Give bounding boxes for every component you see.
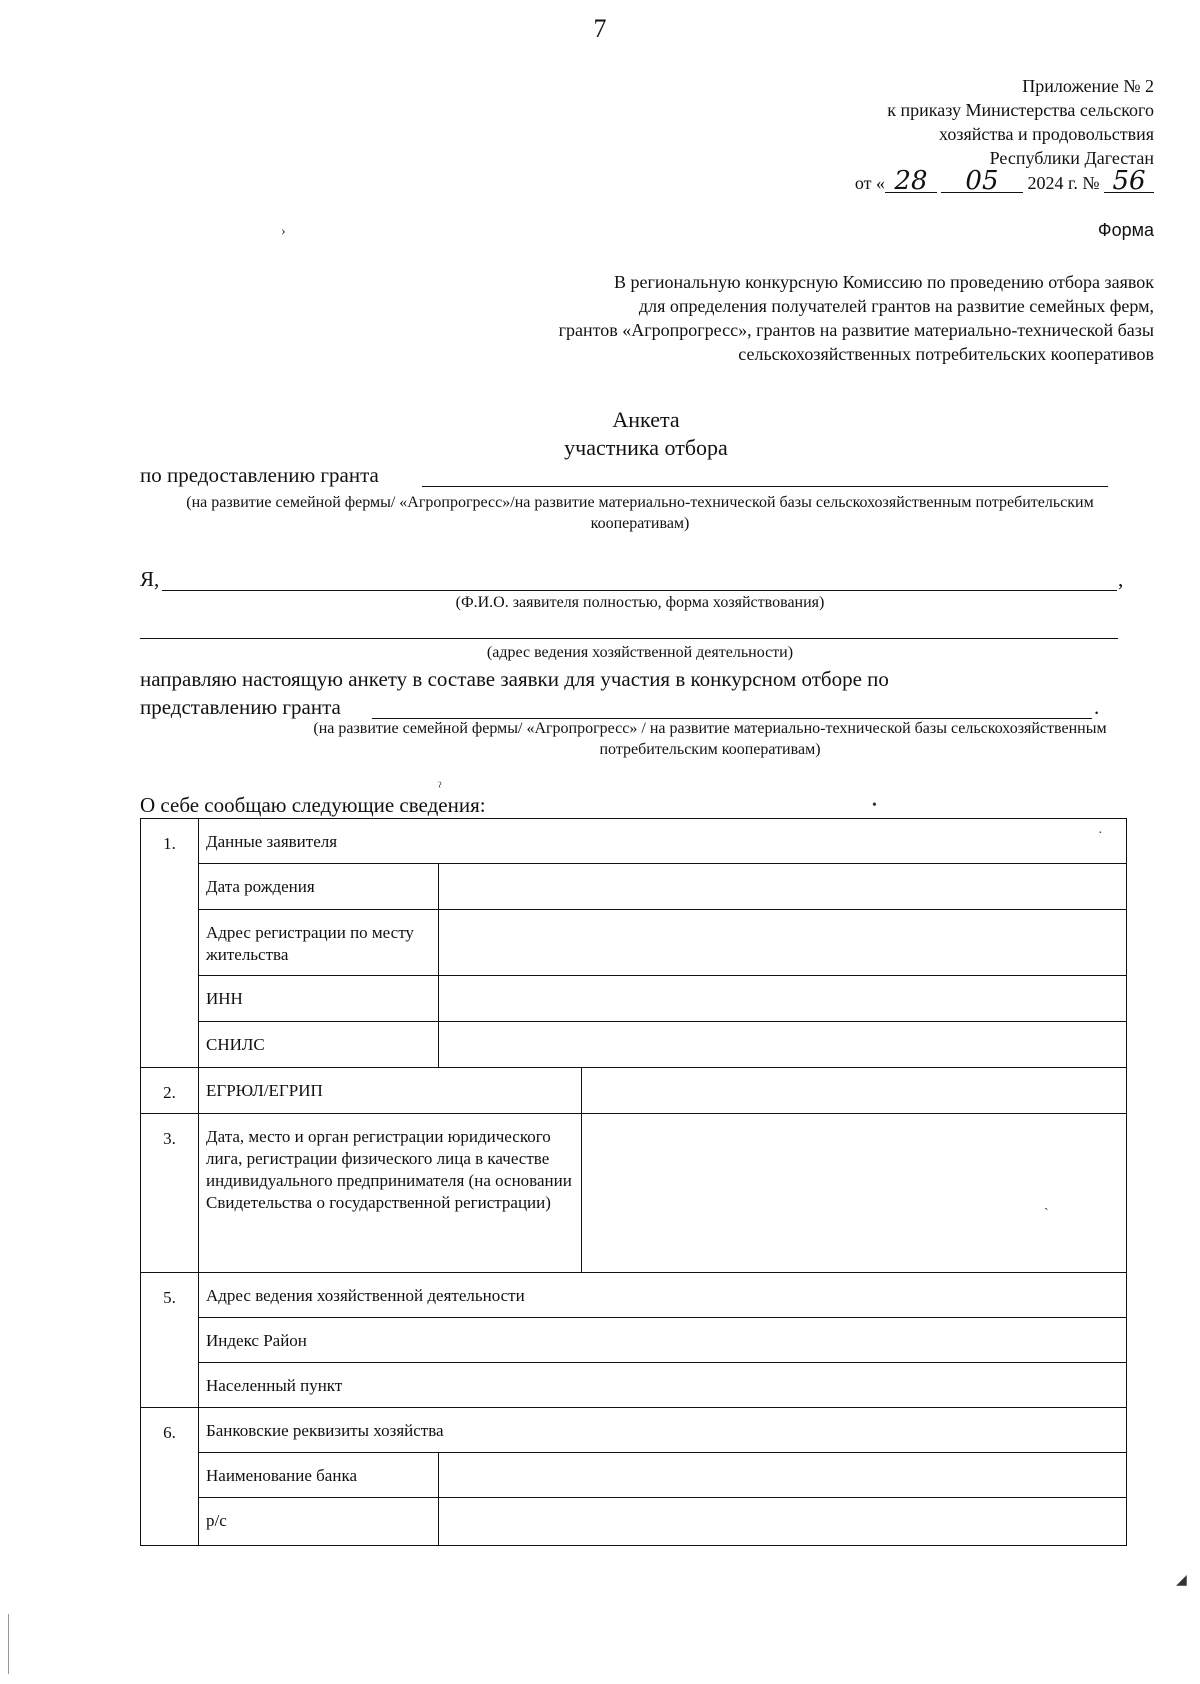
- send-line-2: [140, 694, 1120, 720]
- appendix-date-line: [594, 166, 1154, 196]
- commission-line: для определения получателей грантов на развитие семейных ферм,: [638, 296, 1154, 316]
- table-row: [141, 1453, 1127, 1498]
- appendix-line: Приложение № 2: [1022, 76, 1154, 96]
- grant-line: [140, 462, 1120, 488]
- table-row: [141, 1022, 1127, 1068]
- commission-address: [434, 270, 1154, 366]
- scan-mark: •: [872, 798, 877, 813]
- commission-line: сельскохозяйственных потребительских кооперативов: [738, 344, 1154, 364]
- section-title-bank-details: Банковские реквизиты хозяйства: [199, 1408, 1127, 1453]
- grant-type-field[interactable]: [422, 486, 1108, 487]
- scan-mark: ◢: [1176, 1573, 1187, 1588]
- commission-line: грантов «Агропрогресс», грантов на развитие материально-технической базы: [558, 320, 1154, 340]
- address-hint: (адрес ведения хозяйственной деятельности): [486, 644, 794, 661]
- table-row: [141, 1498, 1127, 1546]
- table-row: [141, 819, 1127, 864]
- send-line-1: направляю настоящую анкету в составе заявки для участия в конкурсном отборе по: [140, 667, 889, 691]
- date-prefix: от «: [854, 173, 885, 193]
- appendix-line: к приказу Министерства сельского: [887, 100, 1154, 120]
- handwritten-day: 28: [885, 170, 937, 193]
- registration-details-field[interactable]: [582, 1114, 1127, 1273]
- field-label-registration-address: Адрес регистрации по месту жительства: [199, 910, 439, 976]
- field-settlement[interactable]: Населенный пункт: [199, 1363, 1127, 1408]
- send-hint: (на развитие семейной фермы/ «Агропрогресс» / на развитие материально-технической базы сельскохозяйственным потребительским кооперативам): [313, 720, 1107, 758]
- row-number: 6.: [141, 1408, 199, 1546]
- page-number: 7: [593, 14, 607, 43]
- row-number: 5.: [141, 1273, 199, 1408]
- field-label-account: р/с: [199, 1498, 439, 1546]
- table-row: [141, 864, 1127, 910]
- table-row: [141, 1273, 1127, 1318]
- account-field[interactable]: [439, 1498, 1127, 1546]
- field-label-snils: СНИЛС: [199, 1022, 439, 1068]
- appendix-line: Республики Дагестан: [989, 148, 1154, 168]
- section-title-applicant-data: Данные заявителя: [199, 819, 1127, 864]
- scan-mark: ·: [1098, 826, 1103, 841]
- snils-field[interactable]: [439, 1022, 1127, 1068]
- section-title-business-address: Адрес ведения хозяйственной деятельности: [199, 1273, 1127, 1318]
- send-line-end: .: [1094, 695, 1100, 719]
- applicant-suffix: ,: [1118, 567, 1124, 591]
- form-label: Форма: [1097, 220, 1154, 240]
- table-row: [141, 910, 1127, 976]
- field-index-district[interactable]: Индекс Район: [199, 1318, 1127, 1363]
- document-subtitle: участника отбора: [564, 435, 728, 460]
- handwritten-order-number: 56: [1104, 170, 1154, 193]
- birth-date-field[interactable]: [439, 864, 1127, 910]
- table-row: [141, 1408, 1127, 1453]
- applicant-prefix: Я,: [140, 567, 160, 591]
- registration-address-field[interactable]: [439, 910, 1127, 976]
- table-row: [141, 976, 1127, 1022]
- send-grant-label: представлению гранта: [140, 695, 341, 719]
- grant-hint: (на развитие семейной фермы/ «Агропрогресс»/на развитие материально-технической базы сельскохозяйственным потребительским кооперативам): [186, 494, 1094, 532]
- scan-mark: ˏ: [1044, 1196, 1049, 1211]
- applicant-data-table: [140, 818, 1127, 1546]
- row-number: 3.: [141, 1114, 199, 1273]
- applicant-name-hint: (Ф.И.О. заявителя полностью, форма хозяйствования): [455, 594, 825, 611]
- scan-edge-line: [8, 1614, 9, 1674]
- appendix-line: хозяйства и продовольствия: [939, 124, 1154, 144]
- field-label-registration-details: Дата, место и орган регистрации юридического лига, регистрации физического лица в качестве индивидуального предпринимателя (на основании Свидетельства о государственной регистрации): [199, 1114, 582, 1273]
- applicant-name-field[interactable]: [162, 590, 1117, 591]
- table-row: [141, 1363, 1127, 1408]
- scan-mark: ›: [281, 224, 286, 239]
- appendix-block: [594, 74, 1154, 195]
- business-address-field[interactable]: [140, 638, 1118, 639]
- date-year: 2024 г. №: [1027, 173, 1100, 193]
- egrul-field[interactable]: [582, 1068, 1127, 1114]
- commission-line: В региональную конкурсную Комиссию по проведению отбора заявок: [614, 272, 1154, 292]
- inn-field[interactable]: [439, 976, 1127, 1022]
- field-label-egrul: ЕГРЮЛ/ЕГРИП: [199, 1068, 582, 1114]
- field-label-bank-name: Наименование банка: [199, 1453, 439, 1498]
- row-number: 1.: [141, 819, 199, 1068]
- scan-mark: ˀ: [438, 780, 442, 795]
- table-row: [141, 1114, 1127, 1273]
- address-line: [140, 616, 1120, 642]
- field-label-inn: ИНН: [199, 976, 439, 1022]
- handwritten-month: 05: [941, 170, 1023, 193]
- document-title: Анкета: [612, 407, 680, 432]
- row-number: 2.: [141, 1068, 199, 1114]
- table-row: [141, 1318, 1127, 1363]
- applicant-line: [140, 566, 1124, 592]
- grant-label: по предоставлению гранта: [140, 463, 379, 487]
- section-intro: О себе сообщаю следующие сведения:: [140, 793, 486, 817]
- table-row: [141, 1068, 1127, 1114]
- bank-name-field[interactable]: [439, 1453, 1127, 1498]
- field-label-birth-date: Дата рождения: [199, 864, 439, 910]
